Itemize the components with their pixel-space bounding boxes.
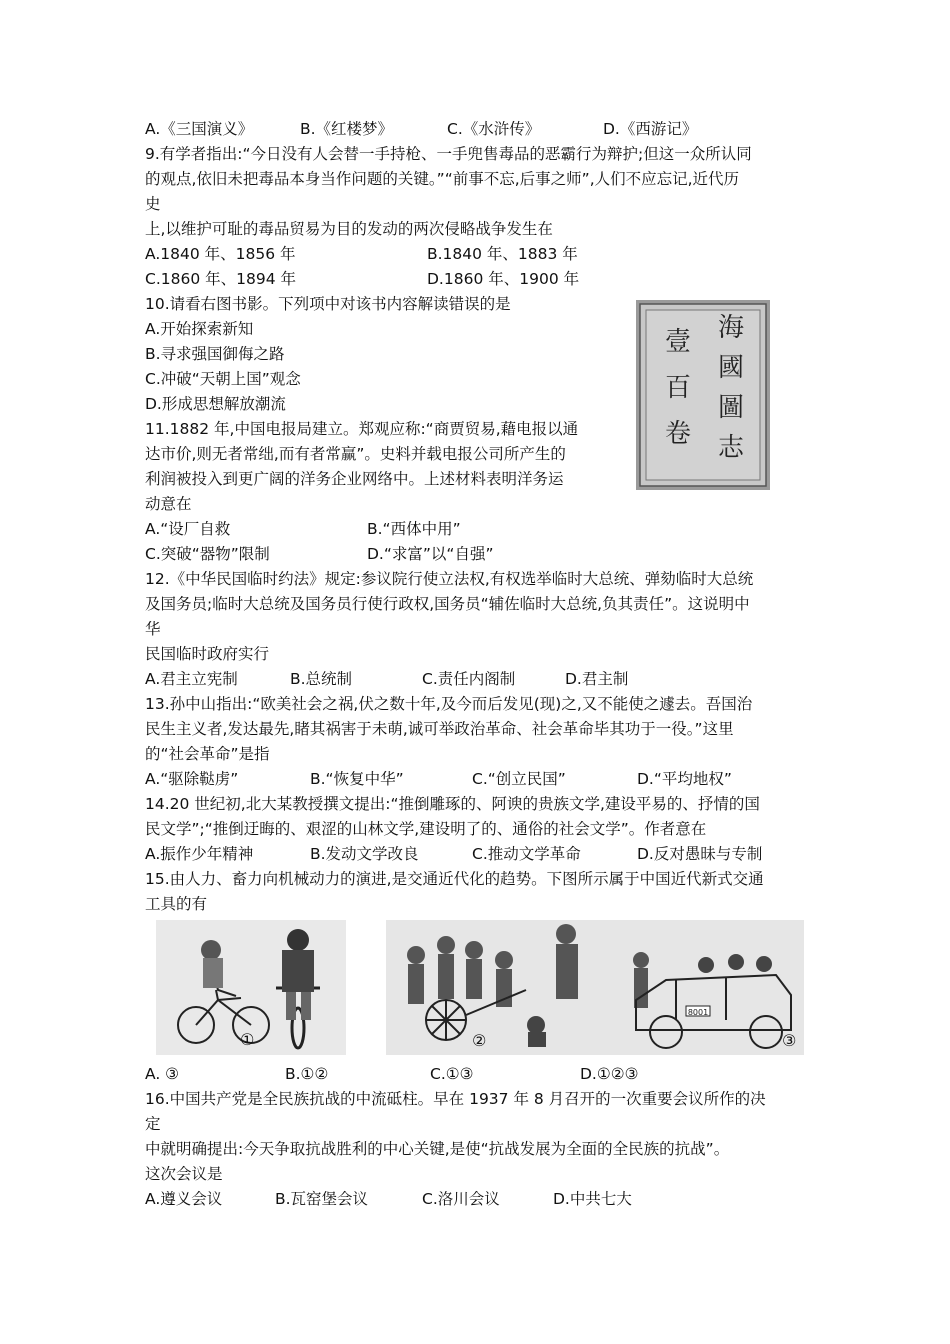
transport-scene-illustration: [386, 920, 804, 1055]
q13-option-b: B.“恢复中华”: [310, 770, 404, 788]
q11-option-c: C.突破“器物”限制: [145, 545, 270, 563]
q10-option-a: A.开始探索新知: [145, 320, 254, 338]
q9-stem-line: 9.有学者指出:“今日没有人会替一手持枪、一手兜售毒品的恶霸行为辩护;但这一众所认同: [145, 145, 752, 163]
q12-stem-line: 及国务员;临时大总统及国务员行使行政权,国务员“辅佐临时大总统,负其责任”。这说明中: [145, 595, 750, 613]
q11-option-a: A.“设厂自救: [145, 520, 231, 538]
q9-option-c: C.1860 年、1894 年: [145, 270, 296, 288]
q14-option-d: D.反对愚昧与专制: [637, 845, 763, 863]
q11-stem-line: 利润被投入到更广阔的洋务企业网络中。上述材料表明洋务运: [145, 470, 564, 488]
q16-option-a: A.遵义会议: [145, 1190, 223, 1208]
q12-option-a: A.君主立宪制: [145, 670, 238, 688]
q13-stem-line: 民生主义者,发达最先,睹其祸害于未萌,诚可举政治革命、社会革命毕其功于一役。”这里: [145, 720, 734, 738]
q12-stem-line: 12.《中华民国临时约法》规定:参议院行使立法权,有权选举临时大总统、弹劾临时大总统: [145, 570, 754, 588]
q10-stem: 10.请看右图书影。下列项中对该书内容解读错误的是: [145, 295, 511, 313]
q9-stem-line: 上,以维护可耻的毒品贸易为目的发动的两次侵略战争发生在: [145, 220, 553, 238]
q15-stem-line: 15.由人力、畜力向机械动力的演进,是交通近代化的趋势。下图所示属于中国近代新式交通: [145, 870, 764, 888]
svg-text:志: 志: [717, 433, 745, 463]
q10-option-d: D.形成思想解放潮流: [145, 395, 286, 413]
q16-stem-line: 中就明确提出:今天争取抗战胜利的中心关键,是使“抗战发展为全面的全民族的抗战”。: [145, 1140, 730, 1158]
q9-stem-line: 史: [145, 195, 161, 213]
q9-option-b: B.1840 年、1883 年: [427, 245, 578, 263]
q12-stem-line: 华: [145, 620, 161, 638]
q15-option-a: A. ③: [145, 1065, 180, 1083]
q8-option-a: A.《三国演义》: [145, 120, 254, 138]
q15-option-b: B.①②: [285, 1065, 329, 1083]
q8-option-c: C.《水浒传》: [447, 120, 541, 138]
q11-option-d: D.“求富”以“自强”: [367, 545, 494, 563]
q12-stem-line: 民国临时政府实行: [145, 645, 270, 663]
svg-text:8001: 8001: [687, 1008, 709, 1017]
svg-text:國: 國: [717, 353, 745, 383]
book-cover-image: [636, 300, 770, 490]
q11-stem-line: 动意在: [145, 495, 192, 513]
q13-stem-line: 的“社会革命”是指: [145, 745, 270, 763]
q15-stem-line: 工具的有: [145, 895, 208, 913]
svg-text:卷: 卷: [664, 419, 692, 449]
q10-option-c: C.冲破“天朝上国”观念: [145, 370, 301, 388]
figure-label-2: ②: [472, 1031, 487, 1050]
q9-option-a: A.1840 年、1856 年: [145, 245, 296, 263]
q13-option-a: A.“驱除鞑虏”: [145, 770, 239, 788]
svg-text:百: 百: [664, 373, 692, 403]
q12-option-c: C.责任内阁制: [422, 670, 516, 688]
q13-option-d: D.“平均地权”: [637, 770, 732, 788]
q15-option-d: D.①②③: [580, 1065, 639, 1083]
q14-option-b: B.发动文学改良: [310, 845, 419, 863]
q12-option-d: D.君主制: [565, 670, 629, 688]
q16-stem-line: 这次会议是: [145, 1165, 223, 1183]
q8-option-d: D.《西游记》: [603, 120, 698, 138]
q14-option-c: C.推动文学革命: [472, 845, 581, 863]
figure-label-3: ③: [782, 1031, 797, 1050]
q10-option-b: B.寻求强国御侮之路: [145, 345, 285, 363]
q12-option-b: B.总统制: [290, 670, 353, 688]
svg-text:海: 海: [717, 313, 745, 343]
q11-stem-line: 11.1882 年,中国电报局建立。郑观应称:“商贾贸易,藉电报以通: [145, 420, 579, 438]
q11-stem-line: 达市价,则无者常绌,而有者常赢”。史料并载电报公司所产生的: [145, 445, 566, 463]
q16-stem-line: 定: [145, 1115, 161, 1133]
q16-option-b: B.瓦窑堡会议: [275, 1190, 369, 1208]
bicycle-riders-illustration: [156, 920, 346, 1055]
q13-option-c: C.“创立民国”: [472, 770, 566, 788]
q13-stem-line: 13.孙中山指出:“欧美社会之祸,伏之数十年,及今而后发见(现)之,又不能使之遽去。吾国治: [145, 695, 753, 713]
q16-option-c: C.洛川会议: [422, 1190, 500, 1208]
q14-stem-line: 14.20 世纪初,北大某教授撰文提出:“推倒雕琢的、阿谀的贵族文学,建设平易的、抒情的国: [145, 795, 760, 813]
svg-text:壹: 壹: [664, 327, 692, 357]
q9-option-d: D.1860 年、1900 年: [427, 270, 580, 288]
q9-stem-line: 的观点,依旧未把毒品本身当作问题的关键。”“前事不忘,后事之师”,人们不应忘记,近代历: [145, 170, 740, 188]
q14-option-a: A.振作少年精神: [145, 845, 254, 863]
figure-label-1: ①: [240, 1030, 255, 1049]
q16-option-d: D.中共七大: [553, 1190, 632, 1208]
q15-option-c: C.①③: [430, 1065, 474, 1083]
q14-stem-line: 民文学”;“推倒迂晦的、艰涩的山林文学,建设明了的、通俗的社会文学”。作者意在: [145, 820, 707, 838]
q8-option-b: B.《红楼梦》: [300, 120, 394, 138]
q16-stem-line: 16.中国共产党是全民族抗战的中流砥柱。早在 1937 年 8 月召开的一次重要会议所作的决: [145, 1090, 766, 1108]
svg-text:圖: 圖: [717, 393, 745, 423]
q11-option-b: B.“西体中用”: [367, 520, 461, 538]
